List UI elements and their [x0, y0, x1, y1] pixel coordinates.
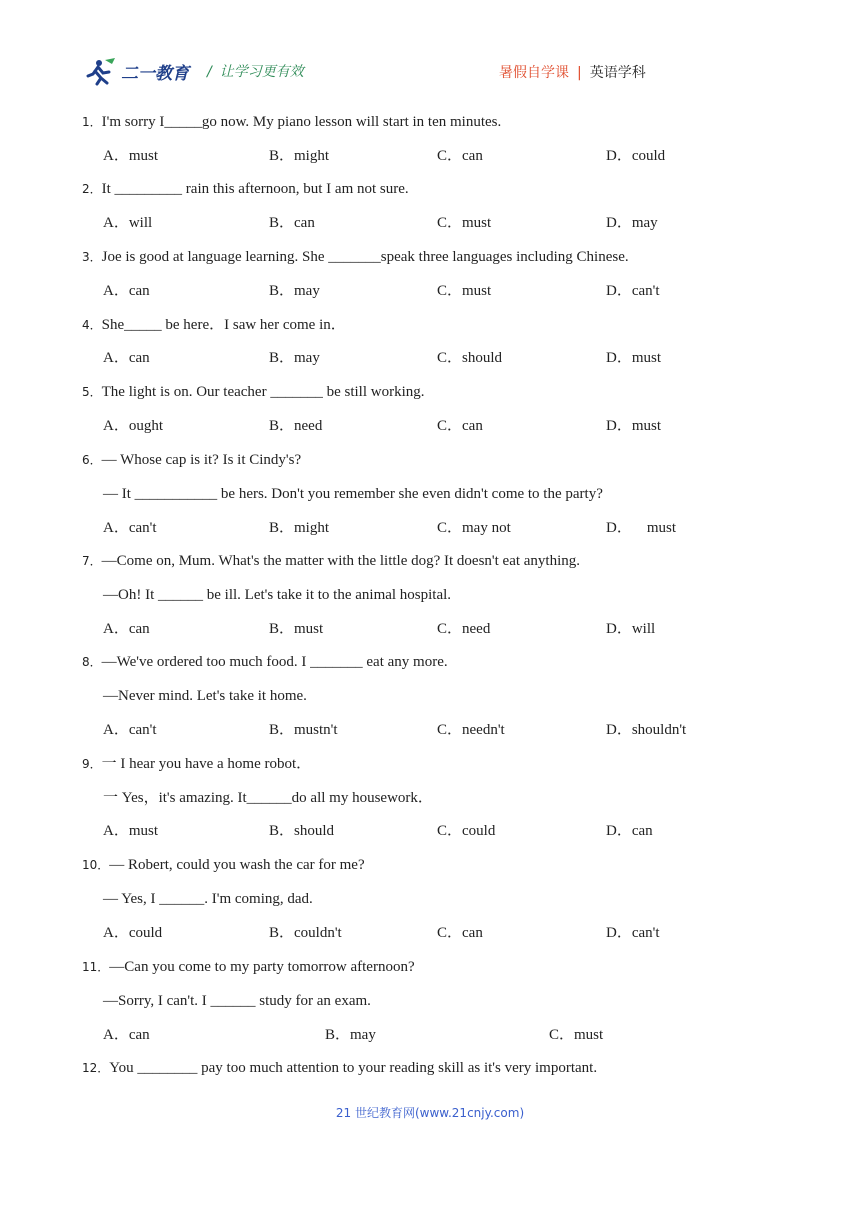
option-d: D． must: [606, 520, 677, 536]
logo: [85, 56, 189, 86]
option-d: D．must: [606, 418, 662, 434]
question-text: Joe is good at language learning. She _______speak three languages including Chinese.: [101, 249, 629, 265]
question-8: [82, 652, 448, 672]
option-c: C．can: [437, 148, 483, 164]
question-number: 8．: [82, 655, 102, 669]
option-c: C．need: [437, 621, 491, 637]
option-b: B．may: [269, 350, 320, 366]
question-text: 一 I hear you have a home robot．: [101, 756, 312, 772]
question-12: [82, 1058, 597, 1078]
header-separator: |: [577, 65, 582, 81]
option-a: A．can: [103, 621, 150, 637]
option-b: B．need: [269, 418, 323, 434]
question-number: 5．: [82, 385, 102, 399]
question-number: 3．: [82, 250, 102, 264]
option-a: A．will: [103, 215, 153, 231]
option-c: C．can: [437, 925, 483, 941]
question-number: 2．: [82, 182, 102, 196]
question-6: [82, 450, 301, 470]
page-header: [85, 56, 685, 90]
option-a: A．can't: [103, 520, 157, 536]
question-4: [82, 315, 346, 335]
question-number: 6．: [82, 453, 102, 467]
question-text: —We've ordered too much food. I _______ eat any more.: [101, 654, 448, 670]
option-a: A．can: [103, 283, 150, 299]
question-5: [82, 382, 425, 402]
question-11-reply: —Sorry, I can't. I ______ study for an exam.: [103, 993, 371, 1009]
question-text: She_____ be here．I saw her come in．: [101, 317, 346, 333]
option-a: A．can: [103, 1027, 150, 1043]
option-c: C．may not: [437, 520, 511, 536]
question-10-reply: — Yes, I ______. I'm coming, dad.: [103, 891, 313, 907]
subject-name: 英语学科: [589, 65, 646, 81]
question-7: [82, 551, 580, 571]
option-a: A．can't: [103, 722, 157, 738]
header-course-info: [499, 62, 646, 82]
question-10: [82, 855, 365, 875]
option-c: C．must: [437, 215, 492, 231]
page-footer: 21 世纪教育网(www.21cnjy.com): [335, 1106, 525, 1120]
option-d: D．must: [606, 350, 662, 366]
question-8-reply: —Never mind. Let's take it home.: [103, 688, 307, 704]
option-d: D．may: [606, 215, 658, 231]
question-text: — Whose cap is it? Is it Cindy's?: [101, 452, 302, 468]
question-number: 12．: [82, 1061, 110, 1075]
option-b: B．should: [269, 823, 335, 839]
option-b: B．mustn't: [269, 722, 338, 738]
option-b: B．may: [325, 1027, 376, 1043]
question-text: You ________ pay too much attention to your reading skill as it's very important.: [109, 1060, 598, 1076]
option-d: D．shouldn't: [606, 722, 687, 738]
option-b: B．must: [269, 621, 324, 637]
runner-logo-icon: [85, 56, 119, 86]
option-b: B．can: [269, 215, 315, 231]
option-b: B．couldn't: [269, 925, 342, 941]
question-11: [82, 957, 415, 977]
logo-text: 二一教育: [121, 63, 189, 84]
question-number: 7．: [82, 554, 102, 568]
question-text: —Can you come to my party tomorrow afternoon?: [109, 959, 415, 975]
question-number: 4．: [82, 318, 102, 332]
question-2: [82, 179, 409, 199]
option-d: D．can't: [606, 925, 660, 941]
option-c: C．could: [437, 823, 496, 839]
option-d: D．will: [606, 621, 656, 637]
option-b: B．may: [269, 283, 320, 299]
option-d: D．can: [606, 823, 653, 839]
question-text: It _________ rain this afternoon, but I am not sure.: [101, 181, 409, 197]
option-a: A．ought: [103, 418, 164, 434]
question-6-reply: — It ___________ be hers. Don't you remember she even didn't come to the party?: [103, 486, 603, 502]
option-a: A．must: [103, 823, 159, 839]
option-c: C．must: [549, 1027, 604, 1043]
option-b: B．might: [269, 148, 330, 164]
question-9-reply: 一 Yes，it's amazing. It______do all my housework．: [103, 790, 433, 806]
question-number: 9．: [82, 757, 102, 771]
question-number: 1．: [82, 115, 102, 129]
question-9: [82, 754, 311, 774]
option-c: C．needn't: [437, 722, 505, 738]
option-c: C．must: [437, 283, 492, 299]
question-text: The light is on. Our teacher _______ be still working.: [101, 384, 425, 400]
question-3: [82, 247, 629, 267]
question-1: [82, 112, 501, 132]
option-a: A．must: [103, 148, 159, 164]
option-a: A．can: [103, 350, 150, 366]
question-number: 10．: [82, 858, 110, 872]
question-number: 11．: [82, 960, 110, 974]
option-d: D．could: [606, 148, 666, 164]
option-c: C．should: [437, 350, 503, 366]
question-text: — Robert, could you wash the car for me?: [109, 857, 365, 873]
question-7-reply: —Oh! It ______ be ill. Let's take it to the animal hospital.: [103, 587, 452, 603]
option-c: C．can: [437, 418, 483, 434]
question-text: I'm sorry I_____go now. My piano lesson will start in ten minutes.: [101, 114, 502, 130]
option-b: B．might: [269, 520, 330, 536]
course-name: 暑假自学课: [499, 65, 569, 81]
option-d: D．can't: [606, 283, 660, 299]
slogan-text: 让学习更有效: [219, 64, 304, 80]
question-text: —Come on, Mum. What's the matter with the little dog? It doesn't eat anything.: [101, 553, 581, 569]
option-a: A．could: [103, 925, 163, 941]
slogan-slash: /: [207, 64, 212, 80]
slogan: [207, 61, 304, 81]
